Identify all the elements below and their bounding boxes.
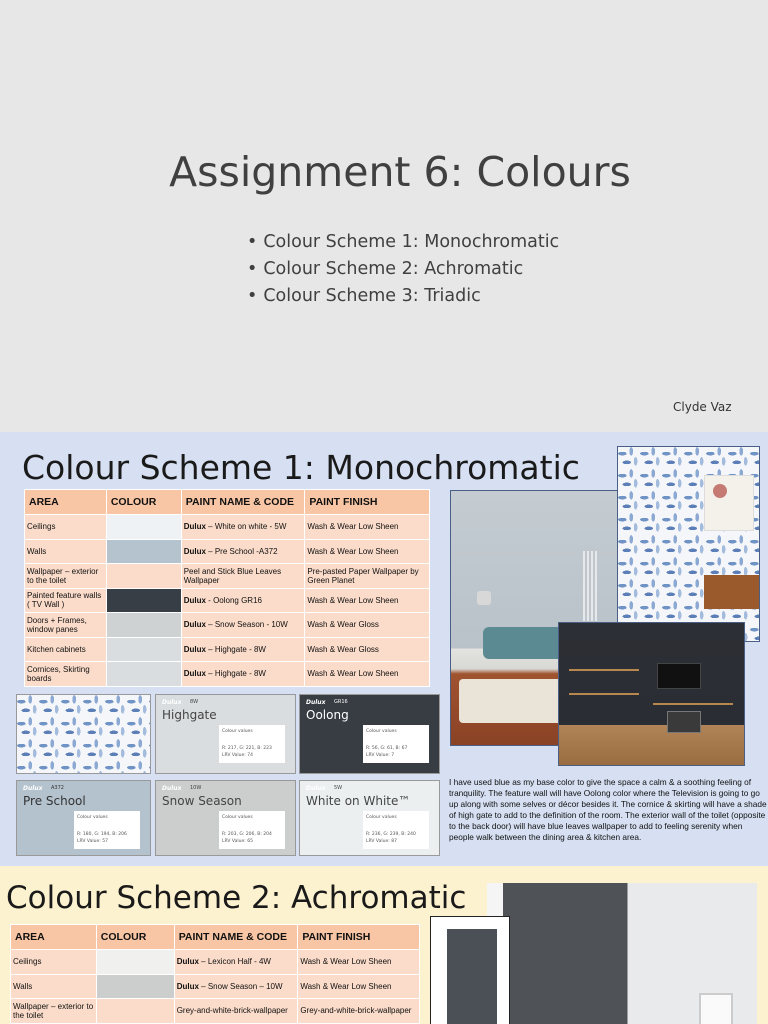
- cell-paint-name: [181, 564, 305, 589]
- tv-wall-photo: [558, 622, 745, 766]
- table-row: [11, 974, 420, 999]
- cell-colour-swatch: [96, 974, 174, 999]
- cell-colour-swatch: [96, 950, 174, 975]
- cell-area: Walls: [25, 539, 107, 564]
- television: [657, 663, 701, 689]
- slide-title: Assignment 6: Colours: [169, 148, 631, 196]
- grey-room-photo: [487, 883, 757, 1024]
- paint-name: - Oolong GR16: [205, 595, 262, 605]
- colour-values-box: [363, 725, 429, 763]
- table-row: [25, 564, 430, 589]
- cell-paint-finish: Wash & Wear Low Sheen: [305, 539, 430, 564]
- colour-values-label: Colour values: [366, 729, 397, 734]
- brand-name: Dulux: [183, 546, 206, 556]
- swatch-code: A372: [51, 785, 64, 791]
- cell-paint-finish: Wash & Wear Low Sheen: [305, 588, 430, 613]
- leaf-wallpaper-photo: [617, 446, 760, 642]
- cell-area: Wallpaper – exterior to the toilet: [25, 564, 107, 589]
- colour-values-box: [363, 811, 429, 849]
- swatch-name: Oolong: [306, 708, 349, 722]
- colour-values-box: [74, 811, 140, 849]
- header-colour: COLOUR: [96, 925, 174, 950]
- cell-colour-swatch: [106, 637, 181, 662]
- cell-area: Kitchen cabinets: [25, 637, 107, 662]
- lrv-value: LRV Value: 57: [77, 839, 108, 844]
- cell-paint-name: [174, 999, 298, 1024]
- swatch-brand: Dulux: [162, 699, 182, 706]
- slide-title: Colour Scheme 2: Achromatic: [6, 880, 467, 916]
- rug: [459, 679, 569, 723]
- paint-name: – Pre School -A372: [205, 546, 278, 556]
- header-paint-finish: PAINT FINISH: [305, 490, 430, 515]
- swatch-brand: Dulux: [23, 785, 43, 792]
- scheme-list-item: • Colour Scheme 2: Achromatic: [247, 256, 559, 283]
- paint-name: – Highgate - 8W: [205, 644, 266, 654]
- swatch-name: Pre School: [23, 794, 86, 808]
- colour-values-label: Colour values: [222, 815, 253, 820]
- achromatic-slide: [0, 866, 768, 1024]
- table-header-row: [25, 490, 430, 515]
- rgb-values: R: 180, G: 194, B: 206: [77, 832, 127, 837]
- swatch-brand: Dulux: [162, 785, 182, 792]
- cell-paint-finish: Wash & Wear Gloss: [305, 637, 430, 662]
- header-paint-name: PAINT NAME & CODE: [181, 490, 305, 515]
- header-area: AREA: [25, 490, 107, 515]
- wallpaper-sample: [16, 694, 151, 774]
- paint-swatch-card: [155, 694, 296, 774]
- shelf: [569, 669, 639, 671]
- cell-paint-name: [181, 637, 305, 662]
- swatch-name: White on White™: [306, 794, 411, 808]
- sofa: [483, 627, 569, 659]
- cell-paint-finish: Wash & Wear Low Sheen: [298, 974, 420, 999]
- paint-name: Peel and Stick Blue Leaves Wallpaper: [183, 566, 282, 585]
- paint-swatch-card: [299, 780, 440, 856]
- rgb-values: R: 236, G: 239, B: 240: [366, 832, 416, 837]
- cell-colour-swatch: [106, 515, 181, 540]
- swatch-brand: Dulux: [306, 699, 326, 706]
- cell-paint-finish: Wash & Wear Gloss: [305, 613, 430, 638]
- header-area: AREA: [11, 925, 97, 950]
- swatch-code: 10W: [190, 785, 202, 791]
- scheme-description: I have used blue as my base color to give the space a calm & a soothing feeling of tranquility. The feature wall will have Oolong color where the Television is going to go up along with some selves or décor besides it. The cornice & skirting will have a shade of high gate to add to the definition of the room. The exterior wall of the toilet (opposite to the back door) will have blue leaves wallpaper to add to feeling serenity when people walk between the dining area & kitchen area.: [449, 777, 767, 842]
- swatch-brand: Dulux: [306, 785, 326, 792]
- colour-values-label: Colour values: [222, 729, 253, 734]
- table-header-row: [11, 925, 420, 950]
- cell-paint-name: [181, 613, 305, 638]
- brand-name: Dulux: [183, 669, 206, 679]
- paint-swatch-card: [299, 694, 440, 774]
- cell-paint-finish: Wash & Wear Low Sheen: [298, 950, 420, 975]
- brand-name: Dulux: [183, 522, 206, 532]
- colour-values-label: Colour values: [77, 815, 108, 820]
- cell-paint-finish: Grey-and-white-brick-wallpaper: [298, 999, 420, 1024]
- paint-name: – Highgate - 8W: [205, 669, 266, 679]
- scheme-list-item: • Colour Scheme 1: Monochromatic: [247, 229, 559, 256]
- cell-area: Doors + Frames, window panes: [25, 613, 107, 638]
- title-slide: [0, 0, 768, 432]
- cell-colour-swatch: [106, 613, 181, 638]
- lrv-value: LRV Value: 74: [222, 753, 253, 758]
- scheme-list-item: • Colour Scheme 3: Triadic: [247, 283, 559, 310]
- paint-swatch-card: [155, 780, 296, 856]
- cell-paint-name: [181, 515, 305, 540]
- swatch-code: 5W: [334, 785, 343, 791]
- cell-paint-finish: Wash & Wear Low Sheen: [305, 662, 430, 687]
- door-panel: [447, 929, 497, 1024]
- brand-name: Dulux: [176, 957, 199, 967]
- cell-paint-finish: Wash & Wear Low Sheen: [305, 515, 430, 540]
- window: [699, 993, 733, 1024]
- cell-area: Ceilings: [25, 515, 107, 540]
- floor-lamp: [477, 591, 491, 605]
- cell-paint-name: [174, 974, 298, 999]
- shelf: [653, 703, 733, 705]
- table-row: [25, 662, 430, 687]
- header-paint-name: PAINT NAME & CODE: [174, 925, 298, 950]
- paint-name: – Snow Season - 10W: [205, 620, 288, 630]
- fireplace: [667, 711, 701, 733]
- door-photo: [430, 916, 510, 1024]
- lrv-value: LRV Value: 7: [366, 753, 395, 758]
- table-row: [25, 637, 430, 662]
- brand-name: Dulux: [183, 595, 206, 605]
- table-row: [25, 539, 430, 564]
- cell-colour-swatch: [106, 588, 181, 613]
- paint-name: – Lexicon Half - 4W: [198, 957, 271, 967]
- colour-spec-table: [24, 489, 430, 687]
- swatch-name: Highgate: [162, 708, 217, 722]
- sideboard: [704, 575, 760, 609]
- lrv-value: LRV Value: 87: [366, 839, 397, 844]
- cell-paint-name: [181, 539, 305, 564]
- monochromatic-slide: [0, 432, 768, 866]
- paint-name: – White on white - 5W: [205, 522, 287, 532]
- scheme-list: [247, 229, 559, 310]
- swatch-code: GR16: [334, 699, 348, 705]
- paint-name: – Snow Season – 10W: [198, 981, 283, 991]
- paint-swatch-card: [16, 780, 151, 856]
- colour-spec-table: [10, 924, 420, 1024]
- cell-area: Ceilings: [11, 950, 97, 975]
- cell-area: Wallpaper – exterior to the toilet: [11, 999, 97, 1024]
- colour-values-label: Colour values: [366, 815, 397, 820]
- table-row: [25, 515, 430, 540]
- brand-name: Dulux: [183, 620, 206, 630]
- slide-title: Colour Scheme 1: Monochromatic: [22, 448, 580, 487]
- cell-area: Cornices, Skirting boards: [25, 662, 107, 687]
- shelf: [569, 693, 639, 695]
- table-row: [11, 950, 420, 975]
- cell-colour-swatch: [106, 662, 181, 687]
- table-row: [25, 588, 430, 613]
- lrv-value: LRV Value: 65: [222, 839, 253, 844]
- cell-area: Painted feature walls ( TV Wall ): [25, 588, 107, 613]
- cell-area: Walls: [11, 974, 97, 999]
- swatch-name: Snow Season: [162, 794, 242, 808]
- radiator: [583, 551, 597, 621]
- rgb-values: R: 217, G: 221, B: 223: [222, 746, 272, 751]
- paint-name: Grey-and-white-brick-wallpaper: [176, 1006, 288, 1016]
- header-paint-finish: PAINT FINISH: [298, 925, 420, 950]
- colour-values-box: [219, 725, 285, 763]
- author-name: Clyde Vaz: [673, 400, 732, 414]
- cell-colour-swatch: [106, 564, 181, 589]
- cell-paint-name: [181, 662, 305, 687]
- rgb-values: R: 203, G: 206, B: 204: [222, 832, 272, 837]
- cell-paint-name: [174, 950, 298, 975]
- brand-name: Dulux: [183, 644, 206, 654]
- cell-paint-name: [181, 588, 305, 613]
- cell-colour-swatch: [106, 539, 181, 564]
- cell-paint-finish: Pre-pasted Paper Wallpaper by Green Planet: [305, 564, 430, 589]
- table-row: [11, 999, 420, 1024]
- brand-name: Dulux: [176, 981, 199, 991]
- swatch-code: 8W: [190, 699, 199, 705]
- rgb-values: R: 56, G: 61, B: 67: [366, 746, 408, 751]
- header-colour: COLOUR: [106, 490, 181, 515]
- cell-colour-swatch: [96, 999, 174, 1024]
- colour-values-box: [219, 811, 285, 849]
- wall-art: [704, 475, 754, 531]
- table-row: [25, 613, 430, 638]
